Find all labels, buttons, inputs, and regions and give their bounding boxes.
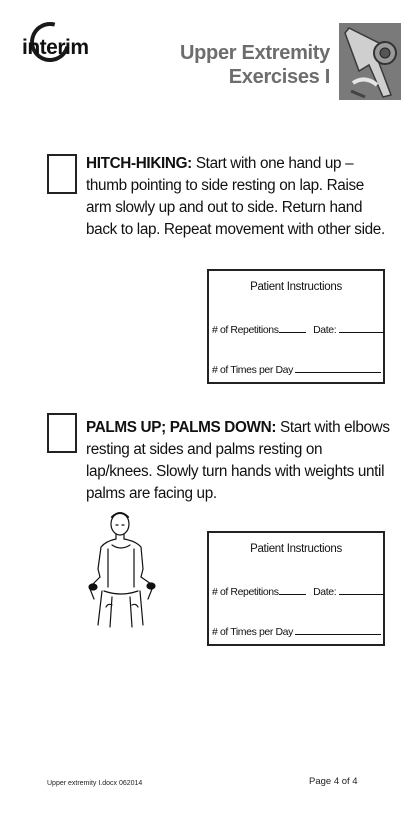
exercise-band-graphic [339,23,401,100]
times-per-day-label: # of Times per Day [212,626,293,638]
patient-instructions-box [207,531,385,646]
seated-person-illustration [88,507,170,632]
exercise-body: Start with elbows resting at sides and palms resting on lap/knees. Slowly turn hands with weights until palms are facing up. [86,419,390,502]
exercise-body: Start with one hand up – thumb pointing to side resting on lap. Raise arm slowly up and out to side. Return hand back to lap. Repeat movement with other side. [86,155,385,238]
times-per-day-row [212,624,381,638]
times-per-day-field[interactable] [295,624,381,635]
date-label: Date: [313,586,337,598]
footer-page-number: Page 4 of 4 [309,776,358,787]
exercise-description-palms-up-down [86,417,391,505]
times-per-day-label: # of Times per Day [212,364,293,376]
exercise-title: PALMS UP; PALMS DOWN: [86,419,277,436]
repetitions-label: # of Repetitions [212,586,279,598]
page-title-line2: Exercises I [228,66,330,88]
repetitions-label: # of Repetitions [212,324,279,336]
interim-logo: interim [22,36,89,59]
instructions-title: Patient Instructions [250,543,342,555]
exercise-checkbox-palms-up-down[interactable] [47,413,77,453]
date-field[interactable] [339,584,384,595]
exercise-checkbox-hitch-hiking[interactable] [47,154,77,194]
repetitions-row [212,584,384,598]
times-per-day-field[interactable] [295,362,381,373]
repetitions-field[interactable] [279,584,306,595]
page-title-line1: Upper Extremity [180,42,330,64]
exercise-description-hitch-hiking [86,153,391,241]
date-label: Date: [313,324,337,336]
instructions-title: Patient Instructions [250,281,342,293]
repetitions-field[interactable] [279,322,306,333]
footer-filename: Upper extremity I.docx 062014 [47,780,143,787]
date-field[interactable] [339,322,384,333]
repetitions-row [212,322,384,336]
patient-instructions-box [207,269,385,384]
exercise-title: HITCH-HIKING: [86,155,192,172]
times-per-day-row [212,362,381,376]
